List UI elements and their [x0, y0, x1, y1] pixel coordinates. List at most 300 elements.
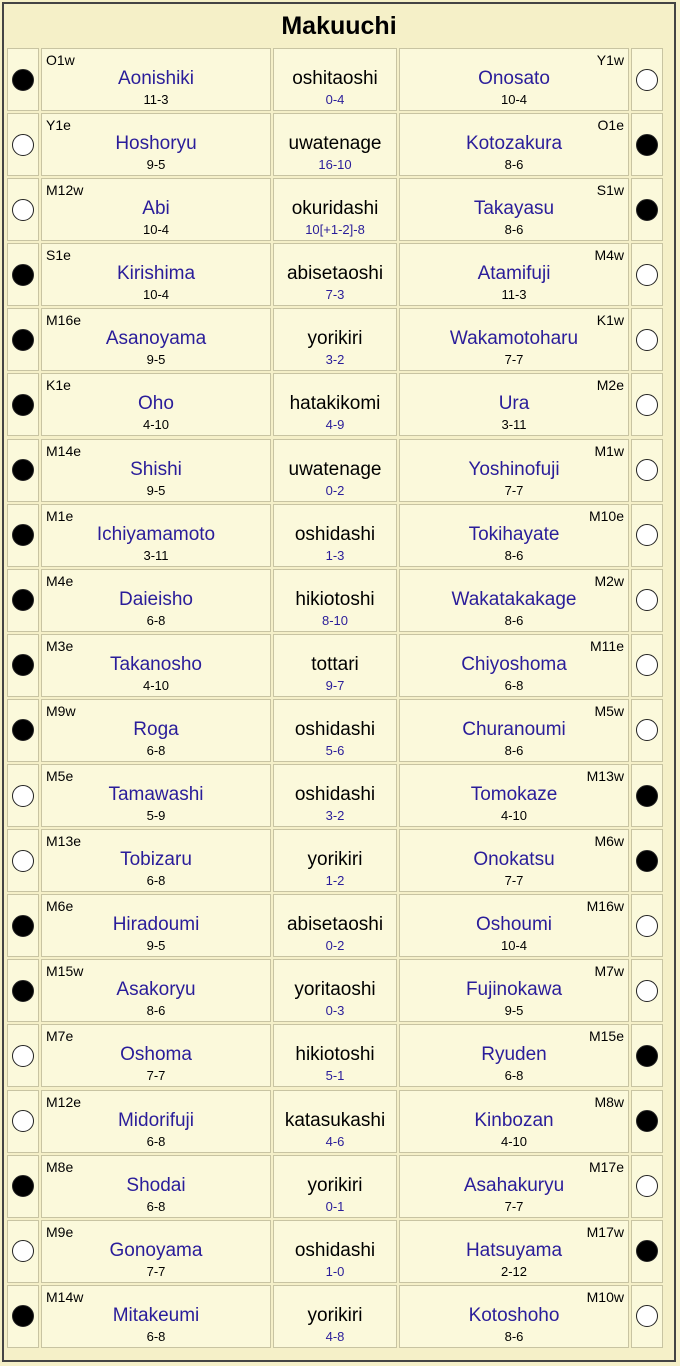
east-result-icon	[12, 1110, 34, 1132]
kimarite: tottari	[311, 653, 359, 675]
west-rikishi-link[interactable]: Takayasu	[473, 198, 555, 220]
west-result-cell	[631, 178, 663, 241]
east-rikishi-link[interactable]: Hiradoumi	[112, 914, 200, 936]
head-to-head-link[interactable]: 9-7	[325, 677, 345, 693]
west-record: 7-7	[504, 873, 524, 889]
east-record: 9-5	[146, 352, 166, 368]
west-rikishi-cell	[399, 373, 629, 436]
bout-row	[7, 634, 671, 697]
kimarite: hikiotoshi	[295, 588, 375, 610]
east-rikishi-link[interactable]: Roga	[133, 718, 179, 740]
east-record: 6-8	[146, 1198, 166, 1214]
bout-row	[7, 1024, 671, 1087]
kimarite: hikiotoshi	[295, 1044, 375, 1066]
west-result-cell	[631, 504, 663, 567]
west-rank: Y1w	[596, 52, 624, 68]
west-record: 9-5	[504, 1003, 524, 1019]
east-record: 11-3	[143, 92, 169, 107]
east-rank: M9w	[46, 702, 76, 719]
west-record: 4-10	[500, 808, 528, 824]
east-result-icon	[12, 134, 34, 156]
bout-row	[7, 243, 671, 306]
east-result-cell	[7, 829, 39, 892]
west-rikishi-link[interactable]: Ura	[498, 393, 530, 415]
east-rikishi-cell	[41, 569, 271, 632]
east-result-icon	[12, 264, 34, 286]
west-record: 4-10	[500, 1133, 528, 1149]
west-result-icon	[636, 589, 658, 611]
east-rank: M12w	[46, 182, 84, 199]
east-rikishi-cell	[41, 1220, 271, 1283]
head-to-head-link[interactable]: 0-1	[325, 1198, 345, 1214]
kimarite-cell	[273, 243, 397, 306]
east-result-icon	[12, 654, 34, 676]
east-result-cell	[7, 1285, 39, 1348]
west-rank: M15e	[588, 1028, 624, 1045]
east-result-cell	[7, 1090, 39, 1153]
kimarite: oshidashi	[294, 784, 376, 806]
head-to-head-link[interactable]: 4-8	[325, 1328, 345, 1344]
east-result-icon	[12, 915, 34, 937]
head-to-head-link[interactable]: 4-9	[325, 417, 345, 433]
east-result-icon	[12, 1305, 34, 1327]
west-result-icon	[636, 1110, 658, 1132]
east-record: 7-7	[146, 1263, 166, 1279]
west-rank: M7w	[594, 963, 624, 980]
east-rikishi-link[interactable]: Oho	[138, 393, 174, 415]
west-result-cell	[631, 1090, 663, 1153]
west-result-cell	[631, 48, 663, 111]
west-rikishi-cell	[399, 504, 629, 567]
head-to-head-link[interactable]: 7-3	[325, 287, 345, 303]
east-record: 9-5	[146, 157, 166, 173]
west-result-cell	[631, 1220, 663, 1283]
east-rikishi-cell	[41, 829, 271, 892]
west-rikishi-link[interactable]: Kotoshoho	[468, 1304, 560, 1326]
east-rikishi-link[interactable]: Tobizaru	[120, 849, 192, 871]
east-rank: M15w	[46, 963, 84, 980]
west-rikishi-link[interactable]: Churanoumi	[462, 718, 566, 740]
west-rikishi-cell	[399, 1024, 629, 1087]
east-rikishi-link[interactable]: Oshoma	[120, 1044, 192, 1066]
west-rank: M5w	[594, 702, 624, 719]
west-record: 3-11	[501, 417, 527, 433]
east-result-cell	[7, 113, 39, 176]
east-rikishi-link[interactable]: Shodai	[126, 1174, 186, 1196]
east-result-cell	[7, 504, 39, 567]
east-rikishi-link[interactable]: Abi	[142, 198, 170, 220]
east-result-icon	[12, 199, 34, 221]
east-rikishi-cell	[41, 1155, 271, 1218]
kimarite: uwatenage	[288, 133, 382, 155]
east-record: 6-8	[146, 873, 166, 889]
head-to-head-link[interactable]: 0-2	[325, 938, 345, 954]
head-to-head-link[interactable]: 1-3	[325, 547, 345, 563]
west-result-icon	[636, 1305, 658, 1327]
bout-row	[7, 178, 671, 241]
west-rikishi-link[interactable]: Tomokaze	[470, 784, 558, 806]
west-record: 7-7	[504, 352, 524, 368]
east-record: 6-8	[146, 742, 166, 758]
east-rank: S1e	[46, 247, 71, 264]
west-rikishi-cell	[399, 699, 629, 762]
kimarite: abisetaoshi	[286, 914, 384, 936]
bout-row	[7, 504, 671, 567]
kimarite-cell	[273, 634, 397, 697]
east-record: 9-5	[146, 938, 166, 954]
west-result-cell	[631, 764, 663, 827]
west-rikishi-link[interactable]: Hatsuyama	[465, 1239, 563, 1261]
east-rikishi-cell	[41, 243, 271, 306]
kimarite-cell	[273, 959, 397, 1022]
west-rank: M13w	[586, 768, 624, 785]
kimarite-cell	[273, 764, 397, 827]
bout-list	[4, 48, 674, 1348]
east-record: 8-6	[146, 1003, 166, 1019]
west-rikishi-link[interactable]: Oshoumi	[475, 914, 553, 936]
east-result-cell	[7, 48, 39, 111]
east-rikishi-link[interactable]: Shishi	[130, 458, 182, 480]
bout-row	[7, 959, 671, 1022]
head-to-head-link[interactable]: 3-2	[325, 352, 345, 368]
west-record: 8-6	[504, 1328, 524, 1344]
east-result-cell	[7, 1155, 39, 1218]
kimarite-cell	[273, 699, 397, 762]
kimarite-cell	[273, 308, 397, 371]
west-rank: M2e	[596, 377, 624, 394]
west-rikishi-link[interactable]: Asahakuryu	[463, 1174, 565, 1196]
west-result-icon	[636, 915, 658, 937]
west-rikishi-link[interactable]: Ryuden	[481, 1044, 547, 1066]
west-result-icon	[636, 524, 658, 546]
kimarite-cell	[273, 373, 397, 436]
east-rank: M12e	[46, 1093, 82, 1110]
west-result-cell	[631, 373, 663, 436]
west-result-icon	[636, 785, 658, 807]
kimarite: oshidashi	[294, 718, 376, 740]
head-to-head-link[interactable]: 5-6	[325, 742, 345, 758]
east-rikishi-link[interactable]: Asakoryu	[116, 979, 196, 1001]
west-rikishi-cell	[399, 894, 629, 957]
east-rikishi-cell	[41, 1285, 271, 1348]
west-rikishi-cell	[399, 1155, 629, 1218]
kimarite: okuridashi	[291, 198, 379, 220]
west-rikishi-cell	[399, 308, 629, 371]
east-rank: M16e	[46, 312, 82, 329]
east-rank: M6e	[46, 898, 74, 915]
east-rank: M1e	[46, 507, 74, 524]
west-rikishi-link[interactable]: Kotozakura	[465, 133, 563, 155]
kimarite: yorikiri	[307, 1304, 363, 1326]
results-table	[2, 2, 676, 1362]
kimarite-cell	[273, 1024, 397, 1087]
east-rikishi-cell	[41, 959, 271, 1022]
west-rikishi-cell	[399, 48, 629, 111]
east-record: 6-8	[146, 612, 166, 628]
head-to-head-link[interactable]: 3-2	[325, 808, 345, 824]
east-rikishi-link[interactable]: Ichiyamamoto	[96, 523, 216, 545]
west-rikishi-link[interactable]: Chiyoshoma	[461, 653, 567, 675]
west-rank: M17w	[586, 1223, 624, 1240]
east-result-cell	[7, 569, 39, 632]
east-rank: M5e	[46, 768, 74, 785]
west-rikishi-cell	[399, 1090, 629, 1153]
east-rikishi-cell	[41, 1090, 271, 1153]
east-rank: M9e	[46, 1223, 74, 1240]
bout-row	[7, 113, 671, 176]
west-result-icon	[636, 719, 658, 741]
bout-row	[7, 829, 671, 892]
bout-row	[7, 894, 671, 957]
head-to-head-link[interactable]: 4-6	[325, 1133, 345, 1149]
west-rikishi-cell	[399, 113, 629, 176]
head-to-head-link[interactable]: 0-2	[325, 482, 345, 498]
bout-row	[7, 439, 671, 502]
bout-row	[7, 764, 671, 827]
head-to-head-link[interactable]: 5-1	[325, 1068, 345, 1084]
east-result-icon	[12, 785, 34, 807]
east-result-icon	[12, 589, 34, 611]
east-record: 9-5	[146, 482, 166, 498]
west-record: 6-8	[504, 1068, 524, 1084]
west-result-icon	[636, 980, 658, 1002]
east-rikishi-link[interactable]: Aonishiki	[117, 68, 195, 89]
west-rikishi-link[interactable]: Atamifuji	[477, 263, 551, 285]
east-result-icon	[12, 394, 34, 416]
east-result-icon	[12, 524, 34, 546]
east-result-cell	[7, 634, 39, 697]
east-rikishi-cell	[41, 894, 271, 957]
bout-row	[7, 1155, 671, 1218]
east-rikishi-link[interactable]: Gonoyama	[109, 1239, 203, 1261]
east-rank: M7e	[46, 1028, 74, 1045]
east-result-icon	[12, 719, 34, 741]
east-result-icon	[12, 980, 34, 1002]
west-rank: M17e	[588, 1158, 624, 1175]
bout-row	[7, 373, 671, 436]
west-rank: M2w	[594, 572, 624, 589]
west-result-cell	[631, 829, 663, 892]
east-rikishi-cell	[41, 634, 271, 697]
west-result-icon	[636, 199, 658, 221]
kimarite-cell	[273, 829, 397, 892]
head-to-head-link[interactable]: 0-3	[325, 1003, 345, 1019]
east-rank: K1e	[46, 377, 71, 394]
west-record: 8-6	[504, 742, 524, 758]
kimarite-cell	[273, 894, 397, 957]
east-rikishi-link[interactable]: Daieisho	[119, 588, 193, 610]
west-result-cell	[631, 1024, 663, 1087]
west-rikishi-cell	[399, 764, 629, 827]
west-rikishi-cell	[399, 959, 629, 1022]
west-rikishi-cell	[399, 569, 629, 632]
west-record: 2-12	[500, 1263, 528, 1279]
kimarite-cell	[273, 48, 397, 111]
west-rank: M6w	[594, 833, 624, 850]
west-rikishi-link[interactable]: Fujinokawa	[465, 979, 563, 1001]
west-rikishi-link[interactable]: Onosato	[478, 68, 550, 89]
west-rikishi-link[interactable]: Yoshinofuji	[468, 458, 560, 480]
bout-row	[7, 1090, 671, 1153]
west-record: 8-6	[504, 222, 524, 238]
kimarite-cell	[273, 1220, 397, 1283]
west-record: 10-4	[500, 938, 528, 954]
west-rikishi-cell	[399, 634, 629, 697]
west-rikishi-link[interactable]: Kinbozan	[474, 1109, 554, 1131]
east-record: 5-9	[146, 808, 166, 824]
east-rikishi-cell	[41, 504, 271, 567]
kimarite: hatakikomi	[289, 393, 381, 415]
kimarite: yorikiri	[307, 328, 363, 350]
west-result-icon	[636, 654, 658, 676]
east-record: 6-8	[146, 1133, 166, 1149]
west-result-cell	[631, 1285, 663, 1348]
west-record: 6-8	[504, 677, 524, 693]
east-rikishi-link[interactable]: Asanoyama	[105, 328, 207, 350]
east-rank: O1w	[46, 52, 75, 68]
east-rank: Y1e	[46, 117, 71, 134]
west-rank: M10e	[588, 507, 624, 524]
east-rikishi-cell	[41, 178, 271, 241]
east-rikishi-cell	[41, 699, 271, 762]
east-rikishi-link[interactable]: Kirishima	[116, 263, 196, 285]
east-result-cell	[7, 178, 39, 241]
kimarite-cell	[273, 1155, 397, 1218]
east-result-cell	[7, 764, 39, 827]
west-rank: M1w	[594, 442, 624, 459]
west-result-cell	[631, 894, 663, 957]
east-rikishi-cell	[41, 113, 271, 176]
east-rank: M13e	[46, 833, 82, 850]
bout-row	[7, 48, 671, 111]
head-to-head-link[interactable]: 16-10	[318, 157, 352, 173]
west-result-icon	[636, 69, 658, 91]
east-record: 10-4	[142, 287, 170, 303]
east-result-cell	[7, 243, 39, 306]
west-rikishi-link[interactable]: Tokihayate	[468, 523, 560, 545]
west-result-cell	[631, 1155, 663, 1218]
kimarite-cell	[273, 1090, 397, 1153]
east-rikishi-cell	[41, 1024, 271, 1087]
head-to-head-link[interactable]: 8-10	[321, 612, 349, 628]
head-to-head-link[interactable]: 1-2	[325, 873, 345, 889]
east-rank: M14e	[46, 442, 82, 459]
kimarite-cell	[273, 178, 397, 241]
east-record: 4-10	[142, 677, 170, 693]
west-result-icon	[636, 264, 658, 286]
west-rikishi-cell	[399, 1220, 629, 1283]
west-result-cell	[631, 113, 663, 176]
east-rikishi-link[interactable]: Hoshoryu	[115, 133, 197, 155]
west-result-icon	[636, 459, 658, 481]
east-rank: M8e	[46, 1158, 74, 1175]
kimarite: oshidashi	[294, 523, 376, 545]
bout-row	[7, 1220, 671, 1283]
kimarite: uwatenage	[288, 458, 382, 480]
west-result-icon	[636, 394, 658, 416]
east-rikishi-link[interactable]: Takanosho	[110, 653, 202, 675]
east-rank: M3e	[46, 637, 74, 654]
west-rikishi-cell	[399, 178, 629, 241]
bout-row	[7, 569, 671, 632]
west-rikishi-link[interactable]: Wakamotoharu	[449, 328, 579, 350]
bout-row	[7, 699, 671, 762]
head-to-head-link[interactable]: 1-0	[325, 1263, 345, 1279]
west-result-icon	[636, 1045, 658, 1067]
east-result-icon	[12, 1175, 34, 1197]
kimarite: yorikiri	[307, 1174, 363, 1196]
east-rikishi-cell	[41, 308, 271, 371]
east-rank: M14w	[46, 1288, 84, 1305]
east-rikishi-link[interactable]: Mitakeumi	[112, 1304, 200, 1326]
kimarite: yorikiri	[307, 849, 363, 871]
west-record: 8-6	[504, 547, 524, 563]
west-rank: M11e	[590, 637, 624, 654]
east-result-icon	[12, 1045, 34, 1067]
east-result-cell	[7, 1220, 39, 1283]
west-rikishi-cell	[399, 829, 629, 892]
kimarite: oshitaoshi	[292, 68, 378, 89]
east-rikishi-link[interactable]: Midorifuji	[117, 1109, 195, 1131]
east-rikishi-link[interactable]: Tamawashi	[108, 784, 204, 806]
east-result-icon	[12, 1240, 34, 1262]
east-result-icon	[12, 850, 34, 872]
east-result-cell	[7, 959, 39, 1022]
east-record: 4-10	[142, 417, 170, 433]
west-rikishi-cell	[399, 1285, 629, 1348]
west-rank: M10w	[586, 1288, 624, 1305]
east-rikishi-cell	[41, 439, 271, 502]
west-rikishi-link[interactable]: Onokatsu	[473, 849, 555, 871]
east-record: 7-7	[146, 1068, 166, 1084]
division-title: Makuuchi	[281, 12, 397, 40]
west-rikishi-cell	[399, 439, 629, 502]
head-to-head-link[interactable]: 0-4	[325, 92, 345, 107]
west-rikishi-link[interactable]: Wakatakakage	[451, 588, 577, 610]
east-result-cell	[7, 699, 39, 762]
west-rank: K1w	[596, 312, 624, 329]
west-result-icon	[636, 850, 658, 872]
east-result-icon	[12, 69, 34, 91]
west-rank: M4w	[594, 247, 624, 264]
kimarite-cell	[273, 504, 397, 567]
west-result-cell	[631, 959, 663, 1022]
bout-row	[7, 308, 671, 371]
west-result-icon	[636, 329, 658, 351]
kimarite-cell	[273, 569, 397, 632]
east-rikishi-cell	[41, 373, 271, 436]
west-result-cell	[631, 243, 663, 306]
west-result-cell	[631, 569, 663, 632]
east-record: 10-4	[142, 222, 170, 238]
east-result-icon	[12, 329, 34, 351]
west-rank: M8w	[594, 1093, 624, 1110]
west-rank: O1e	[597, 117, 624, 134]
kimarite: yoritaoshi	[294, 979, 376, 1001]
east-result-cell	[7, 373, 39, 436]
east-record: 3-11	[143, 547, 169, 563]
west-result-cell	[631, 699, 663, 762]
kimarite: abisetaoshi	[286, 263, 384, 285]
west-result-icon	[636, 134, 658, 156]
east-result-cell	[7, 894, 39, 957]
west-result-cell	[631, 634, 663, 697]
kimarite: oshidashi	[294, 1239, 376, 1261]
east-rikishi-cell	[41, 48, 271, 111]
west-result-cell	[631, 308, 663, 371]
west-rank: S1w	[596, 182, 624, 199]
head-to-head-link[interactable]: 10[+1-2]-8	[305, 222, 365, 238]
